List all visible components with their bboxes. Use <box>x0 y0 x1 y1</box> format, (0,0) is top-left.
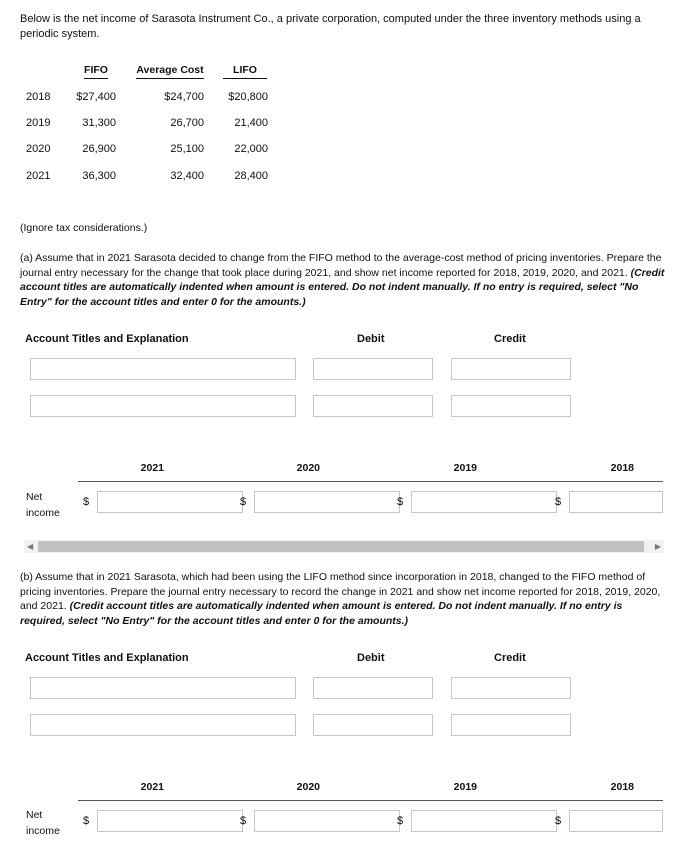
year-rule <box>392 800 557 801</box>
ignore-tax-note: (Ignore tax considerations.) <box>20 222 148 234</box>
net-income-input-2021[interactable] <box>97 491 243 513</box>
header-fifo <box>74 64 118 76</box>
year-rule <box>235 481 400 482</box>
part-b-text: (b) Assume that in 2021 Sarasota, which had been using the LIFO method since incorporation in 2018, changed to the FIFO method of pricing inventories. Prepare the journal entry necessary to record the change in 2021 and show net income reported for 2018, 2019, 2020, and 2021. <box>20 571 661 612</box>
row-lifo: $20,800 <box>228 91 268 103</box>
credit-input[interactable] <box>451 714 571 736</box>
ni-year-header: 2018 <box>610 781 634 793</box>
ni-year-header: 2019 <box>453 781 477 793</box>
net-income-label-line2: income <box>26 825 60 837</box>
debit-input[interactable] <box>313 714 433 736</box>
row-avg: 25,100 <box>170 143 204 155</box>
year-rule <box>549 800 663 801</box>
row-fifo: 26,900 <box>82 143 116 155</box>
header-average-cost-label: Average Cost <box>136 64 203 79</box>
debit-input[interactable] <box>313 358 433 380</box>
account-title-input[interactable] <box>30 395 296 417</box>
account-title-input[interactable] <box>30 677 296 699</box>
debit-input[interactable] <box>313 395 433 417</box>
row-lifo: 22,000 <box>234 143 268 155</box>
row-lifo: 28,400 <box>234 170 268 182</box>
header-lifo <box>220 64 270 76</box>
net-income-input-2020[interactable] <box>254 810 400 832</box>
part-a-instruction: (Credit account titles are automatically indented when amount is entered. Do not indent manually. If no entry is required, select "No Entry" for the account titles and enter 0 for the amounts.) <box>20 266 665 308</box>
ni-year-header: 2018 <box>610 462 634 474</box>
row-avg: 26,700 <box>170 117 204 129</box>
dollar-sign: $ <box>397 815 404 827</box>
year-rule <box>549 481 663 482</box>
year-rule <box>78 481 243 482</box>
net-income-input-2018[interactable] <box>569 810 663 832</box>
year-rule <box>78 800 243 801</box>
col-header-credit: Credit <box>494 333 526 345</box>
scroll-right-arrow-icon[interactable]: ▶ <box>654 542 661 551</box>
ni-year-header: 2019 <box>453 462 477 474</box>
ni-year-header: 2021 <box>140 462 164 474</box>
account-title-input[interactable] <box>30 714 296 736</box>
col-header-debit: Debit <box>357 333 385 345</box>
net-income-input-2019[interactable] <box>411 491 557 513</box>
part-a-text: (a) Assume that in 2021 Sarasota decided to change from the FIFO method to the average-cost method of pricing inventories. Prepare the journal entry necessary for the change that took place during 2021, and show net income reported for 2018, 2019, 2020, and 2021. <box>20 252 662 279</box>
dollar-sign: $ <box>83 496 90 508</box>
col-header-debit: Debit <box>357 652 385 664</box>
account-title-input[interactable] <box>30 358 296 380</box>
dollar-sign: $ <box>83 815 90 827</box>
net-income-input-2018[interactable] <box>569 491 663 513</box>
dollar-sign: $ <box>240 496 247 508</box>
horizontal-scrollbar[interactable] <box>24 540 664 553</box>
dollar-sign: $ <box>555 496 562 508</box>
row-fifo: $27,400 <box>76 91 116 103</box>
part-b-instruction: (Credit account titles are automatically indented when amount is entered. Do not indent manually. If no entry is required, select "No Entry" for the account titles and enter 0 for the amounts.) <box>20 600 623 627</box>
year-rule <box>392 481 557 482</box>
row-year: 2021 <box>26 170 51 182</box>
credit-input[interactable] <box>451 395 571 417</box>
header-lifo-label: LIFO <box>223 64 267 79</box>
credit-input[interactable] <box>451 358 571 380</box>
scrollbar-thumb[interactable] <box>38 541 644 552</box>
scroll-left-arrow-icon[interactable]: ◀ <box>27 542 34 551</box>
row-fifo: 36,300 <box>82 170 116 182</box>
part-b-instructions <box>20 570 665 628</box>
dollar-sign: $ <box>240 815 247 827</box>
net-income-label-line2: income <box>26 507 60 519</box>
net-income-input-2021[interactable] <box>97 810 243 832</box>
col-header-account: Account Titles and Explanation <box>25 333 189 345</box>
row-avg: 32,400 <box>170 170 204 182</box>
net-income-input-2019[interactable] <box>411 810 557 832</box>
net-income-label-line1: Net <box>26 491 43 503</box>
row-lifo: 21,400 <box>234 117 268 129</box>
ni-year-header: 2020 <box>296 462 320 474</box>
dollar-sign: $ <box>397 496 404 508</box>
col-header-account: Account Titles and Explanation <box>25 652 189 664</box>
intro-text: Below is the net income of Sarasota Instrument Co., a private corporation, computed under the three inventory methods using a periodic system. <box>20 13 641 40</box>
net-income-input-2020[interactable] <box>254 491 400 513</box>
debit-input[interactable] <box>313 677 433 699</box>
row-year: 2019 <box>26 117 51 129</box>
header-fifo-label: FIFO <box>84 64 108 79</box>
col-header-credit: Credit <box>494 652 526 664</box>
header-average-cost <box>132 64 208 76</box>
ni-year-header: 2021 <box>140 781 164 793</box>
dollar-sign: $ <box>555 815 562 827</box>
row-year: 2018 <box>26 91 51 103</box>
year-rule <box>235 800 400 801</box>
row-year: 2020 <box>26 143 51 155</box>
part-a-instructions <box>20 251 665 309</box>
credit-input[interactable] <box>451 677 571 699</box>
row-fifo: 31,300 <box>82 117 116 129</box>
row-avg: $24,700 <box>164 91 204 103</box>
net-income-label <box>26 489 60 521</box>
net-income-label <box>26 807 60 839</box>
net-income-label-line1: Net <box>26 809 43 821</box>
ni-year-header: 2020 <box>296 781 320 793</box>
